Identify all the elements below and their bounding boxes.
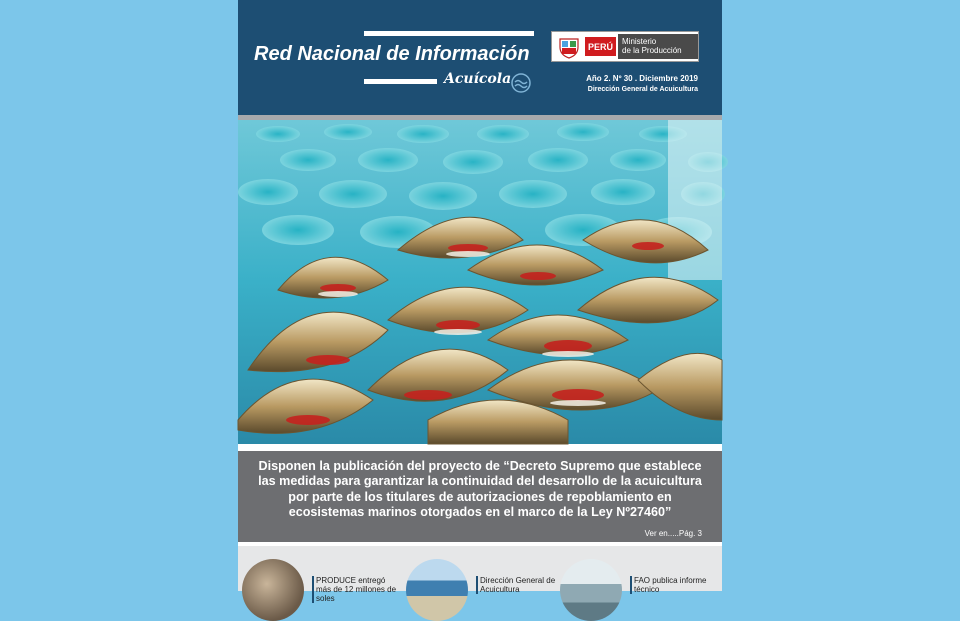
ministry-logo [551,31,699,62]
ministry-line-2: de la Producción [622,46,682,55]
newsletter-cover [238,0,722,603]
wave-icon [510,70,532,96]
newsletter-title: Red Nacional de Información [254,43,530,65]
scallops-photo [238,120,722,444]
news-strip [238,546,722,603]
decorative-bar [364,31,534,36]
ministry-name [618,34,698,59]
news-item[interactable]: PRODUCE entregó más de 12 millones de soles [312,576,402,603]
directorate-name: Dirección General de Acuicultura [587,86,698,93]
masthead [238,0,722,115]
cover-headline: Disponen la publicación del proyecto de “Decreto Supremo que establece las medidas para garantizar la continuidad del desarrollo de la acuicultura por parte de los titulares de autorizaciones de repoblamiento en ecosistemas marinos otorgados en el marco de la Ley Nº27460” [258,459,702,519]
news-item[interactable]: FAO publica informe técnico [630,576,720,594]
newsletter-subtitle: Acuícola [444,71,512,87]
see-more-link[interactable]: Ver en.....Pág. 3 [644,529,702,538]
decorative-bar [364,79,437,84]
ministry-line-1: Ministerio [622,37,657,46]
coat-of-arms-icon [556,34,582,60]
news-thumbnail[interactable] [560,559,622,621]
country-label: PERÚ [585,37,616,56]
news-thumbnail[interactable] [406,559,468,621]
news-thumbnail[interactable] [242,559,304,621]
news-item[interactable]: Dirección General de Acuicultura [476,576,566,594]
issue-info: Año 2. Nº 30 . Diciembre 2019 [586,74,698,83]
cover-story [238,451,722,542]
